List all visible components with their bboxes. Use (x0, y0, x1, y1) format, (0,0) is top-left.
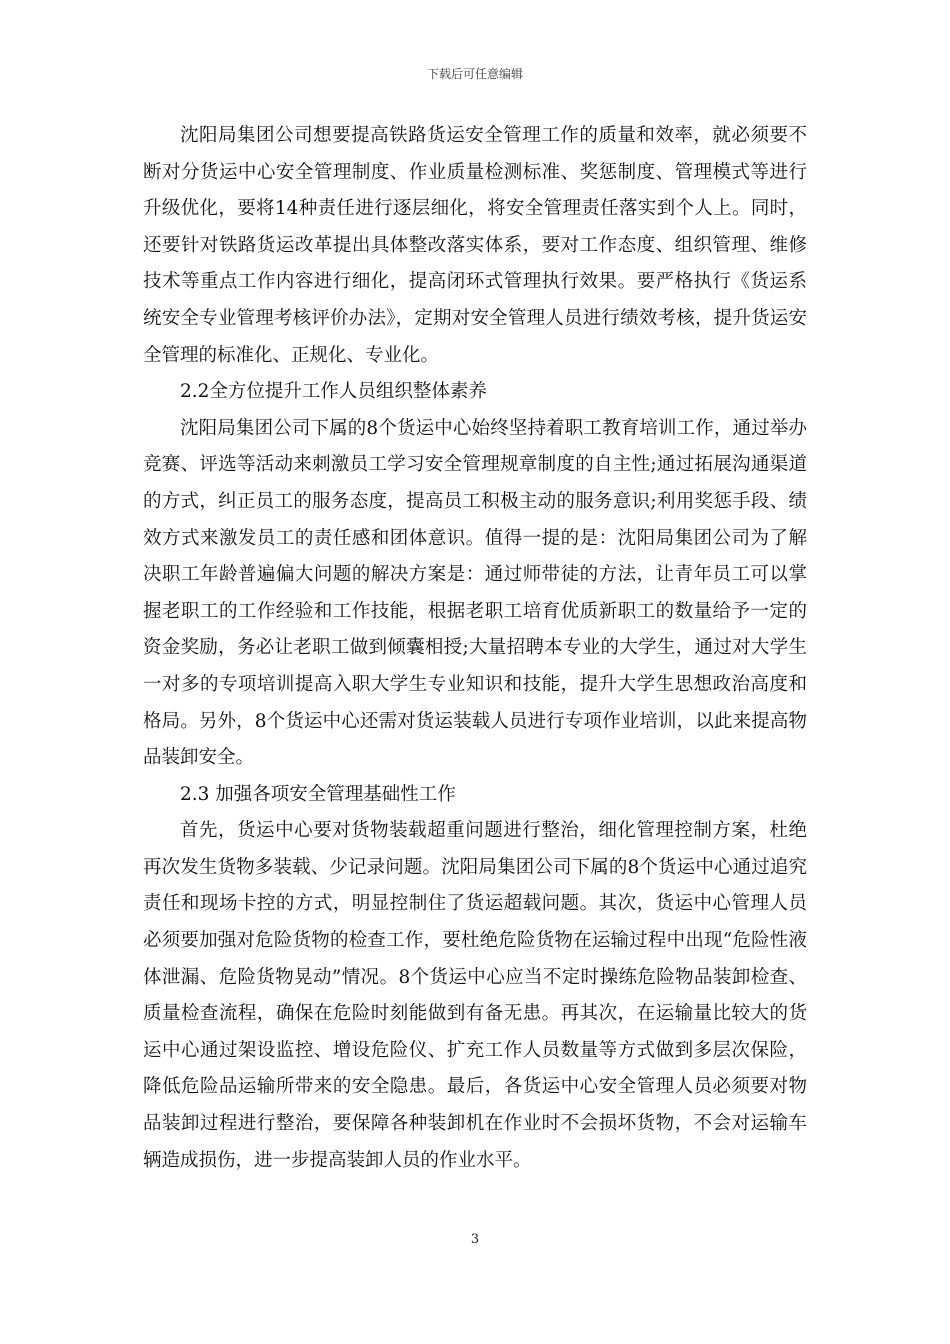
section-heading-2-3: 2.3 加强各项安全管理基础性工作 (180, 783, 456, 805)
paragraph-safety-basics: 首先，货运中心要对货物装载超重问题进行整治，细化管理控制方案，杜绝再次发生货物多装载、少记录问题。沈阳局集团公司下属的8个货运中心通过追究责任和现场卡控的方式，明显控制住了货运超载问题。其次，货运中心管理人员必须要加强对危险货物的检查工作，要杜绝危险货物在运输过程中出现“危险性液体泄漏、危险货物晃动”情况。8个货运中心应当不定时操练危险物品装卸检查、质量检查流程，确保在危险时刻能做到有备无患。再其次，在运输量比较大的货运中心通过架设监控、增设危险仪、扩充工作人员数量等方式做到多层次保险，降低危险品运输所带来的安全隐患。最后，各货运中心安全管理人员必须要对物品装卸过程进行整治，要保障各种装卸机在作业时不会损坏货物，不会对运输车辆造成损伤，进一步提高装卸人员的作业水平。 (143, 820, 807, 1171)
page-number: 3 (470, 1232, 480, 1247)
page-header: 下载后可任意编辑 (426, 67, 523, 81)
paragraph-staff-training: 沈阳局集团公司下属的8个货运中心始终坚持着职工教育培训工作，通过举办竞赛、评选等活动来刺激员工学习安全管理规章制度的自主性;通过拓展沟通渠道的方式，纠正员工的服务态度，提高员工积极主动的服务意识;利用奖惩手段、绩效方式来激发员工的责任感和团体意识。值得一提的是：沈阳局集团公司为了解决职工年龄普遍偏大问题的解决方案是：通过师带徒的方法，让青年员工可以掌握老职工的工作经验和工作技能，根据老职工培育优质新职工的数量给予一定的资金奖励，务必让老职工做到倾囊相授;大量招聘本专业的大学生，通过对大学生一对多的专项培训提高入职大学生专业知识和技能，提升大学生思想政治高度和格局。另外，8个货运中心还需对货运装载人员进行专项作业培训，以此来提高物品装卸安全。 (143, 417, 807, 769)
document-body (143, 118, 807, 1179)
paragraph-safety-system: 沈阳局集团公司想要提高铁路货运安全管理工作的质量和效率，就必须要不断对分货运中心安全管理制度、作业质量检测标准、奖惩制度、管理模式等进行升级优化，要将14种责任进行逐层细化，将安全管理责任落实到个人上。同时，还要针对铁路货运改革提出具体整改落实体系，要对工作态度、组织管理、维修技术等重点工作内容进行细化，提高闭环式管理执行效果。要严格执行《货运系统安全专业管理考核评价办法》，定期对安全管理人员进行绩效考核，提升货运安全管理的标准化、正规化、专业化。 (143, 125, 807, 366)
section-heading-2-2: 2.2全方位提升工作人员组织整体素养 (180, 381, 487, 403)
